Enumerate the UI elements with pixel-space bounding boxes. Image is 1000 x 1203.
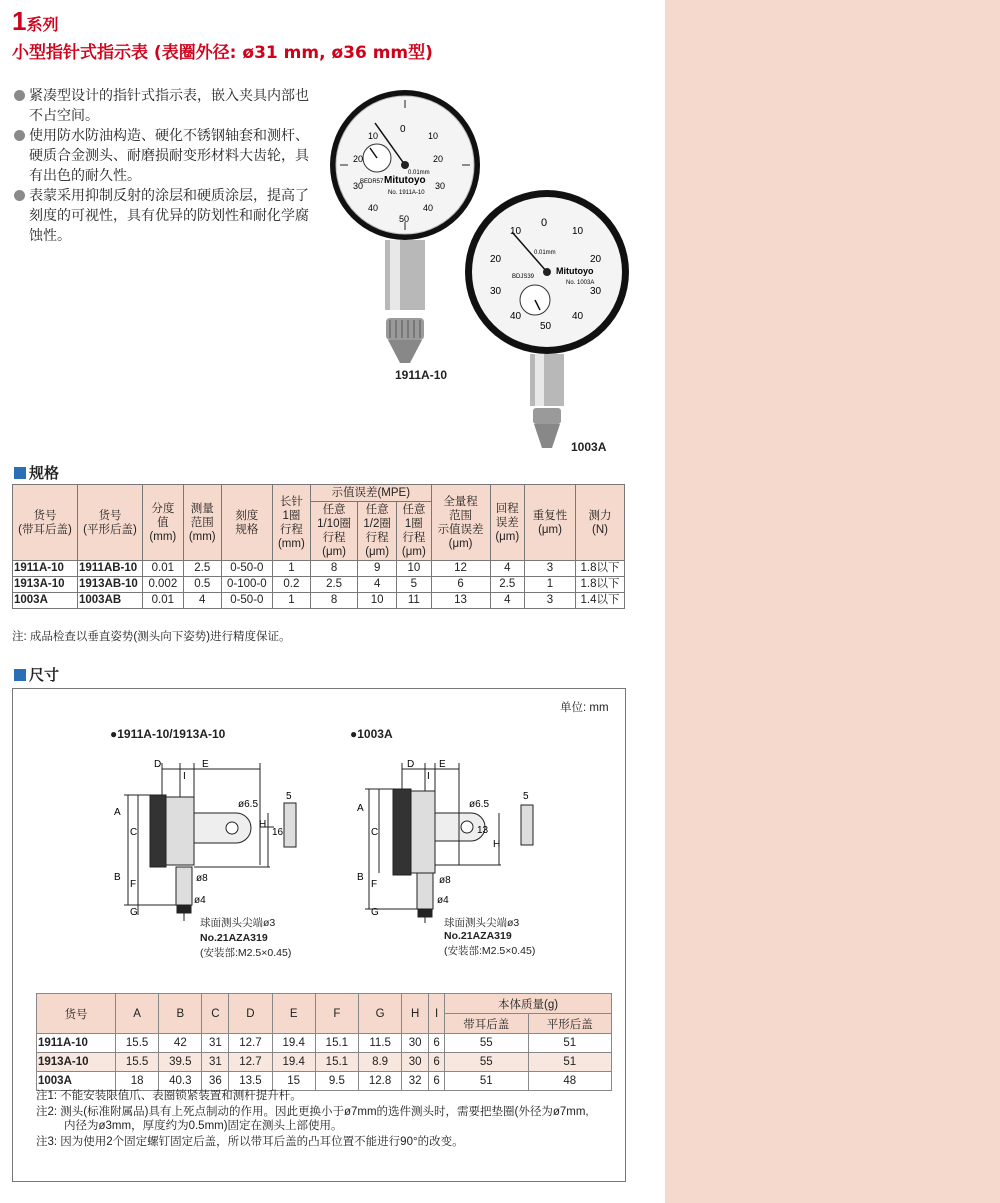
svg-text:0.01mm: 0.01mm	[408, 170, 430, 176]
right-margin-panel	[665, 0, 1000, 1203]
series-title	[12, 6, 58, 37]
dim-section-title: 尺寸	[14, 664, 59, 685]
svg-text:BEDR57: BEDR57	[360, 179, 384, 185]
svg-text:0.01mm: 0.01mm	[534, 250, 556, 256]
svg-text:ø8: ø8	[439, 875, 451, 886]
tip-label-left: 球面测头尖端ø3	[200, 917, 276, 929]
svg-text:ø6.5: ø6.5	[238, 799, 259, 810]
dim-note-3: 注3: 因为使用2个固定螺钉固定后盖，所以带耳后盖的凸耳位置不能进行90°的改变。	[36, 1136, 464, 1148]
svg-text:C: C	[130, 827, 138, 838]
svg-text:I: I	[183, 771, 186, 782]
svg-text:0: 0	[541, 217, 548, 229]
svg-text:F: F	[371, 879, 378, 890]
dimension-table: 货号 A B C D E F G H I 本体质量(g) 带耳后盖 平形后盖 1911A-10 15.5 42 31 12.7 19.4 15.1 11.5 30 6 55 51 1913A-10 15.5 39.5 31 12.7 19.4 15.1 8.9 30 6 55 51 1003A 18 40.3 36 13.5 15 9.5 12.8 32 6 51 48	[36, 993, 612, 1091]
product-label-small: 1911A-10	[395, 368, 448, 382]
bullet-icon	[14, 130, 25, 141]
drawing-title-left: ●1911A-10/1913A-10	[110, 727, 226, 741]
bullet-icon	[14, 190, 25, 201]
mount-label-left: (安装部:M2.5×0.45)	[200, 947, 292, 959]
svg-text:ø4: ø4	[437, 895, 449, 906]
drawing-title-right: ●1003A	[350, 727, 393, 741]
product-label-large: 1003A	[571, 440, 607, 454]
series-number: 1	[12, 6, 27, 36]
svg-text:5: 5	[286, 791, 292, 802]
svg-text:0: 0	[400, 124, 406, 135]
svg-text:Mitutoyo: Mitutoyo	[556, 266, 594, 276]
svg-text:40: 40	[368, 203, 379, 213]
svg-text:10: 10	[572, 226, 584, 237]
svg-text:20: 20	[353, 154, 364, 164]
part-label-right: No.21AZA319	[444, 930, 512, 942]
table-row: 1913A-10 15.5 39.5 31 12.7 19.4 15.1 8.9 30 6 55 51	[37, 1053, 612, 1072]
svg-text:I: I	[427, 771, 430, 782]
unit-label: 单位: mm	[560, 702, 609, 714]
table-row: 1913A-10 1913AB-10 0.002 0.5 0-100-0 0.2 2.5 4 5 6 2.5 1 1.8以下	[13, 577, 625, 593]
spec-section-title: 规格	[14, 462, 59, 483]
svg-text:10: 10	[368, 131, 379, 141]
svg-text:ø8: ø8	[196, 873, 208, 884]
svg-text:D: D	[154, 759, 162, 770]
svg-text:16: 16	[272, 827, 284, 838]
spec-note: 注: 成品检查以垂直姿势(测头向下姿势)进行精度保证。	[12, 631, 291, 643]
svg-text:40: 40	[510, 311, 522, 322]
svg-text:No. 1003A: No. 1003A	[566, 280, 595, 286]
feature-item: 紧凑型设计的指针式指示表，嵌入夹具内部也不占空间。	[14, 86, 314, 126]
dim-note-2: 注2: 测头(标准附属品)具有上死点制动的作用。因此更换小于ø7mm的选件测头时，需要把垫圈(外径为ø7mm,	[36, 1106, 589, 1118]
feature-item: 表蒙采用抑制反射的涂层和硬质涂层，提高了刻度的可视性，具有优异的防划性和耐化学腐蚀性。	[14, 186, 314, 246]
feature-item: 使用防水防油构造、硬化不锈钢轴套和测杆、硬质合金测头、耐磨损耐变形材料大齿轮，具有出色的耐久性。	[14, 126, 314, 186]
section-square-icon	[14, 467, 26, 479]
svg-text:20: 20	[433, 154, 444, 164]
product-photo-large	[460, 190, 640, 455]
svg-text:G: G	[130, 907, 138, 918]
table-row: 1911A-10 1911AB-10 0.01 2.5 0-50-0 1 8 9 10 12 4 3 1.8以下	[13, 561, 625, 577]
svg-text:50: 50	[399, 214, 410, 224]
svg-text:Mitutoyo: Mitutoyo	[384, 175, 426, 186]
series-label: 系列	[26, 15, 59, 34]
svg-text:30: 30	[435, 181, 446, 191]
svg-text:E: E	[439, 759, 446, 770]
table-row: 1003A 1003AB 0.01 4 0-50-0 1 8 10 11 13 4 3 1.4以下	[13, 593, 625, 609]
svg-text:40: 40	[423, 203, 434, 213]
svg-text:A: A	[357, 803, 364, 814]
svg-text:No. 1911A-10: No. 1911A-10	[388, 190, 425, 196]
page-heading: 小型指针式指示表 (表圈外径: ø31 mm, ø36 mm型)	[12, 43, 433, 63]
dim-note-2-cont: 内径为ø3mm，厚度约为0.5mm)固定在测头上部使用。	[64, 1120, 343, 1132]
svg-text:B: B	[114, 872, 121, 883]
feature-list	[14, 86, 314, 246]
svg-text:30: 30	[490, 286, 502, 297]
svg-text:E: E	[202, 759, 209, 770]
svg-text:C: C	[371, 827, 379, 838]
bullet-icon	[14, 90, 25, 101]
svg-text:13: 13	[477, 825, 489, 836]
svg-text:40: 40	[572, 311, 584, 322]
table-row: 1911A-10 15.5 42 31 12.7 19.4 15.1 11.5 30 6 55 51	[37, 1034, 612, 1053]
spec-table: 货号 (带耳后盖) 货号 (平形后盖) 分度 值 (mm) 测量 范围 (mm) 刻度 规格 长针 1圈 行程 (mm) 示值误差(MPE) 全量程 范围 示值误差 (μm) 回程 误差 (μm) 重复性 (μm) 测力 (N) 任意 1/10圈 行程 (μm) 任意 1/2圈 行程 (μm) 任意 1圈 行程 (μm) 1911A-10 1911AB-10 0.01 2.5 0-50-0 1 8 9 10 12 4 3 1.8以下 1913A-10 1913AB-10 0.002 0.5 0-100-0 0.2 2.5 4 5 6 2.5 1 1.8以下 1003A 1003AB 0.01 4 0-50-0 1 8 10 11 13 4 3 1.4以下	[12, 484, 625, 609]
dimension-drawing-left	[110, 755, 330, 935]
svg-text:30: 30	[590, 286, 602, 297]
svg-text:5: 5	[523, 791, 529, 802]
svg-text:10: 10	[510, 226, 522, 237]
svg-text:20: 20	[490, 254, 502, 265]
svg-text:G: G	[371, 907, 379, 918]
mount-label-right: (安装部:M2.5×0.45)	[444, 945, 536, 957]
dimension-drawing-right	[355, 755, 575, 935]
svg-text:A: A	[114, 807, 121, 818]
svg-text:50: 50	[540, 321, 552, 332]
svg-text:30: 30	[353, 181, 364, 191]
svg-text:D: D	[407, 759, 415, 770]
svg-text:ø6.5: ø6.5	[469, 799, 490, 810]
svg-text:F: F	[130, 879, 137, 890]
part-label-left: No.21AZA319	[200, 932, 268, 944]
svg-text:H: H	[493, 839, 501, 850]
svg-text:20: 20	[590, 254, 602, 265]
svg-text:B: B	[357, 872, 364, 883]
dim-note-1: 注1: 不能安装限值爪、表圈锁紧装置和测杆提升杆。	[36, 1090, 302, 1102]
section-square-icon	[14, 669, 26, 681]
svg-text:10: 10	[428, 131, 439, 141]
svg-text:BDJS39: BDJS39	[512, 274, 535, 280]
tip-label-right: 球面测头尖端ø3	[444, 917, 520, 929]
svg-text:ø4: ø4	[194, 895, 206, 906]
table-row: 1003A 18 40.3 36 13.5 15 9.5 12.8 32 6 51 48	[37, 1072, 612, 1091]
svg-text:H: H	[259, 819, 267, 830]
